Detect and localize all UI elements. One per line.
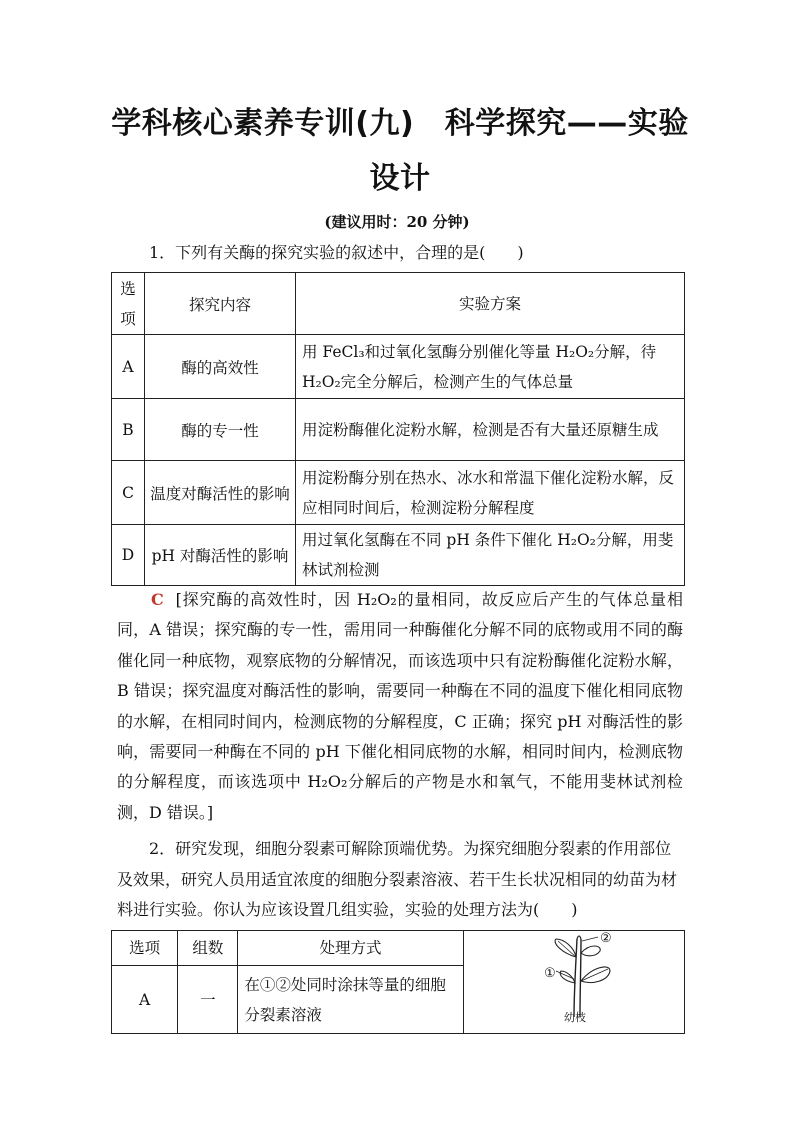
table-row xyxy=(112,399,685,461)
header-option: 选项 xyxy=(112,273,145,335)
row-plan: 用过氧化氢酶在不同 pH 条件下催化 H₂O₂分解，用斐林试剂检测 xyxy=(296,525,685,586)
row-content: pH 对酶活性的影响 xyxy=(145,525,296,586)
row-plan: 用 FeCl₃和过氧化氢酶分别催化等量 H₂O₂分解，待H₂O₂完全分解后，检测产生的气体总量 xyxy=(296,335,685,399)
table-header-row xyxy=(112,931,685,966)
question-2-stem: 2．研究发现，细胞分裂素可解除顶端优势。为探究细胞分裂素的作用部位及效果，研究人员用适宜浓度的细胞分裂素溶液、若干生长状况相同的幼苗为材料进行实验。你认为应该设置几组实验，实验的处理方法为( ) xyxy=(117,839,678,919)
row-option: A xyxy=(112,335,145,399)
row-option: A xyxy=(112,966,178,1034)
header-groups: 组数 xyxy=(178,931,238,966)
answer-letter: C xyxy=(151,590,164,609)
header-option: 选项 xyxy=(112,931,178,966)
label-2: ② xyxy=(599,931,612,946)
question-1-table xyxy=(111,272,685,586)
question-2-table xyxy=(111,930,685,1034)
question-1-stem: 1．下列有关酶的探究实验的叙述中，合理的是( ) xyxy=(149,243,524,262)
question-1-answer xyxy=(117,585,683,828)
row-plan: 用淀粉酶分别在热水、冰水和常温下催化淀粉水解，反应相同时间后，检测淀粉分解程度 xyxy=(296,461,685,525)
page-title-continued: 设计 xyxy=(369,161,431,196)
row-option: D xyxy=(112,525,145,586)
header-method: 处理方式 xyxy=(238,931,463,966)
table-header-row xyxy=(112,273,685,335)
row-content: 温度对酶活性的影响 xyxy=(145,461,296,525)
figure-caption: 幼枝 xyxy=(563,1011,586,1023)
table-row xyxy=(112,525,685,586)
row-option: B xyxy=(112,399,145,461)
header-content: 探究内容 xyxy=(145,273,296,335)
page-title: 学科核心素养专训(九) 科学探究——实验 xyxy=(111,106,689,141)
row-content: 酶的专一性 xyxy=(145,399,296,461)
label-1: ① xyxy=(543,966,556,981)
answer-explanation: [探究酶的高效性时，因 H₂O₂的量相同，故反应后产生的气体总量相同，A 错误；探究酶的专一性，需用同一种酶催化分解不同的底物或用不同的酶催化同一种底物，观察底物的分解情况，而该选项中只有淀粉酶催化淀粉水解，B 错误；探究温度对酶活性的影响，需要同一种酶在不同的温度下催化相同底物的水解，在相同时间内，检测底物的分解程度，C 正确；探究 pH 对酶活性的影响，需要同一种酶在不同的 pH 下催化相同底物的水解，相同时间内，检测底物的分解程度，而该选项中 H₂O₂分解后的产物是水和氧气，不能用斐林试剂检测，D 错误。] xyxy=(117,590,683,822)
table-row xyxy=(112,335,685,399)
seedling-figure-cell xyxy=(463,931,684,1034)
row-content: 酶的高效性 xyxy=(145,335,296,399)
suggested-time: (建议用时：20 分钟) xyxy=(324,213,470,231)
row-method: 在①②处同时涂抹等量的细胞分裂素溶液 xyxy=(238,966,463,1034)
header-plan: 实验方案 xyxy=(296,273,685,335)
row-groups: 一 xyxy=(178,966,238,1034)
seedling-figure xyxy=(464,931,680,1023)
table-row xyxy=(112,461,685,525)
row-option: C xyxy=(112,461,145,525)
row-plan: 用淀粉酶催化淀粉水解，检测是否有大量还原糖生成 xyxy=(296,399,685,461)
